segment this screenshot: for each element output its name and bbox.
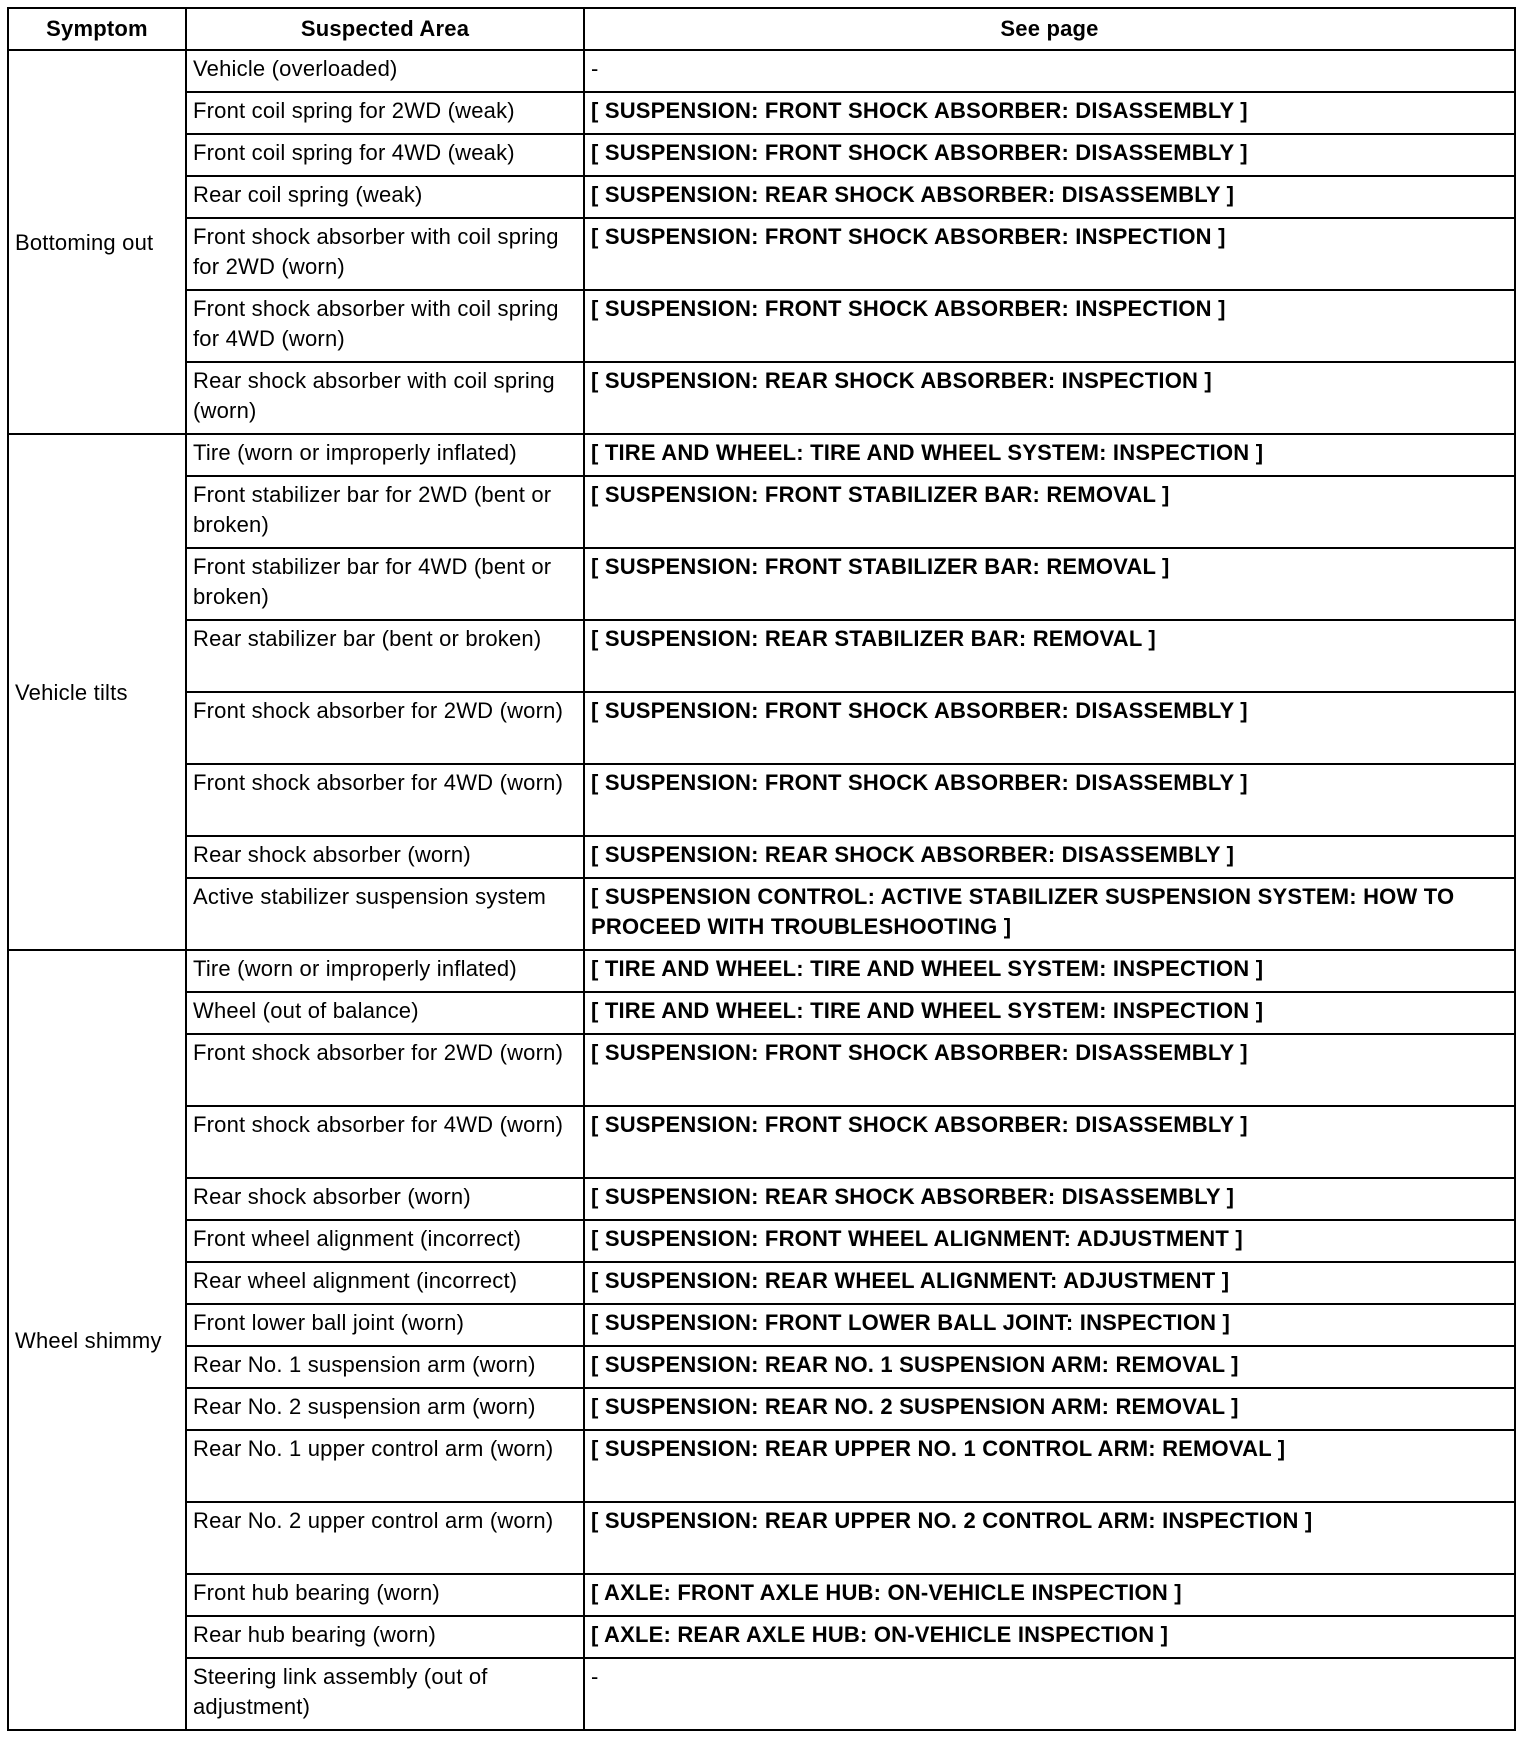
see-page-link[interactable]: [ SUSPENSION: FRONT SHOCK ABSORBER: INSPECTION ] xyxy=(584,290,1515,362)
see-page-link[interactable]: [ SUSPENSION: REAR SHOCK ABSORBER: DISASSEMBLY ] xyxy=(584,836,1515,878)
see-page-link[interactable]: [ SUSPENSION: FRONT STABILIZER BAR: REMOVAL ] xyxy=(584,476,1515,548)
header-symptom: Symptom xyxy=(8,8,186,50)
table-row xyxy=(8,1262,1515,1304)
suspected-area-cell: Front stabilizer bar for 4WD (bent or broken) xyxy=(186,548,584,620)
suspected-area-cell: Rear shock absorber (worn) xyxy=(186,1178,584,1220)
document-page xyxy=(7,7,1514,1731)
see-page-link[interactable]: [ SUSPENSION: REAR NO. 2 SUSPENSION ARM: REMOVAL ] xyxy=(584,1388,1515,1430)
symptom-cell: Vehicle tilts xyxy=(8,434,186,950)
see-page-link[interactable]: [ SUSPENSION: REAR SHOCK ABSORBER: DISASSEMBLY ] xyxy=(584,1178,1515,1220)
suspected-area-cell: Front stabilizer bar for 2WD (bent or broken) xyxy=(186,476,584,548)
see-page-link[interactable]: [ SUSPENSION: FRONT WHEEL ALIGNMENT: ADJUSTMENT ] xyxy=(584,1220,1515,1262)
header-suspected-area: Suspected Area xyxy=(186,8,584,50)
table-row xyxy=(8,1616,1515,1658)
suspected-area-cell: Front coil spring for 4WD (weak) xyxy=(186,134,584,176)
see-page-link[interactable]: [ SUSPENSION: REAR SHOCK ABSORBER: INSPECTION ] xyxy=(584,362,1515,434)
see-page-link[interactable]: [ AXLE: FRONT AXLE HUB: ON-VEHICLE INSPECTION ] xyxy=(584,1574,1515,1616)
symptom-cell: Wheel shimmy xyxy=(8,950,186,1730)
table-row xyxy=(8,692,1515,764)
table-row xyxy=(8,1574,1515,1616)
table-row xyxy=(8,620,1515,692)
see-page-link[interactable]: [ AXLE: REAR AXLE HUB: ON-VEHICLE INSPECTION ] xyxy=(584,1616,1515,1658)
suspected-area-cell: Rear shock absorber with coil spring (worn) xyxy=(186,362,584,434)
suspected-area-cell: Rear No. 2 upper control arm (worn) xyxy=(186,1502,584,1574)
table-row xyxy=(8,1304,1515,1346)
suspected-area-cell: Front lower ball joint (worn) xyxy=(186,1304,584,1346)
table-row xyxy=(8,92,1515,134)
table-row xyxy=(8,1388,1515,1430)
suspected-area-cell: Rear wheel alignment (incorrect) xyxy=(186,1262,584,1304)
see-page-cell: - xyxy=(584,1658,1515,1730)
suspected-area-cell: Front shock absorber with coil spring for 4WD (worn) xyxy=(186,290,584,362)
suspected-area-cell: Rear No. 2 suspension arm (worn) xyxy=(186,1388,584,1430)
see-page-link[interactable]: [ SUSPENSION: FRONT SHOCK ABSORBER: DISASSEMBLY ] xyxy=(584,692,1515,764)
symptom-cell: Bottoming out xyxy=(8,50,186,434)
see-page-link[interactable]: [ SUSPENSION: REAR SHOCK ABSORBER: DISASSEMBLY ] xyxy=(584,176,1515,218)
see-page-link[interactable]: [ TIRE AND WHEEL: TIRE AND WHEEL SYSTEM: INSPECTION ] xyxy=(584,992,1515,1034)
see-page-link[interactable]: [ SUSPENSION: REAR NO. 1 SUSPENSION ARM: REMOVAL ] xyxy=(584,1346,1515,1388)
see-page-link[interactable]: [ SUSPENSION: REAR STABILIZER BAR: REMOVAL ] xyxy=(584,620,1515,692)
see-page-link[interactable]: [ SUSPENSION: REAR UPPER NO. 1 CONTROL ARM: REMOVAL ] xyxy=(584,1430,1515,1502)
table-row xyxy=(8,1430,1515,1502)
table-row xyxy=(8,134,1515,176)
table-row xyxy=(8,992,1515,1034)
suspected-area-cell: Rear coil spring (weak) xyxy=(186,176,584,218)
table-row xyxy=(8,1502,1515,1574)
suspected-area-cell: Front shock absorber for 4WD (worn) xyxy=(186,764,584,836)
see-page-link[interactable]: [ SUSPENSION: FRONT SHOCK ABSORBER: DISASSEMBLY ] xyxy=(584,764,1515,836)
suspected-area-cell: Front shock absorber for 2WD (worn) xyxy=(186,692,584,764)
table-row xyxy=(8,764,1515,836)
suspected-area-cell: Front hub bearing (worn) xyxy=(186,1574,584,1616)
table-row xyxy=(8,548,1515,620)
table-row xyxy=(8,290,1515,362)
table-row xyxy=(8,50,1515,92)
see-page-link[interactable]: [ SUSPENSION: FRONT SHOCK ABSORBER: INSPECTION ] xyxy=(584,218,1515,290)
table-row xyxy=(8,476,1515,548)
table-row xyxy=(8,434,1515,476)
table-row xyxy=(8,1034,1515,1106)
suspected-area-cell: Rear No. 1 upper control arm (worn) xyxy=(186,1430,584,1502)
table-row xyxy=(8,1220,1515,1262)
table-row xyxy=(8,878,1515,950)
suspected-area-cell: Active stabilizer suspension system xyxy=(186,878,584,950)
table-row xyxy=(8,1658,1515,1730)
header-see-page: See page xyxy=(584,8,1515,50)
suspected-area-cell: Tire (worn or improperly inflated) xyxy=(186,434,584,476)
suspected-area-cell: Tire (worn or improperly inflated) xyxy=(186,950,584,992)
see-page-link[interactable]: [ SUSPENSION: FRONT SHOCK ABSORBER: DISASSEMBLY ] xyxy=(584,1106,1515,1178)
see-page-link[interactable]: [ TIRE AND WHEEL: TIRE AND WHEEL SYSTEM: INSPECTION ] xyxy=(584,950,1515,992)
suspected-area-cell: Front shock absorber for 2WD (worn) xyxy=(186,1034,584,1106)
see-page-link[interactable]: [ SUSPENSION: FRONT SHOCK ABSORBER: DISASSEMBLY ] xyxy=(584,92,1515,134)
table-row xyxy=(8,950,1515,992)
suspected-area-cell: Rear shock absorber (worn) xyxy=(186,836,584,878)
suspected-area-cell: Rear No. 1 suspension arm (worn) xyxy=(186,1346,584,1388)
see-page-cell: - xyxy=(584,50,1515,92)
table-row xyxy=(8,1106,1515,1178)
suspected-area-cell: Wheel (out of balance) xyxy=(186,992,584,1034)
table-row xyxy=(8,362,1515,434)
suspected-area-cell: Steering link assembly (out of adjustment) xyxy=(186,1658,584,1730)
see-page-link[interactable]: [ SUSPENSION: FRONT SHOCK ABSORBER: DISASSEMBLY ] xyxy=(584,1034,1515,1106)
see-page-link[interactable]: [ SUSPENSION: FRONT SHOCK ABSORBER: DISASSEMBLY ] xyxy=(584,134,1515,176)
see-page-link[interactable]: [ SUSPENSION: REAR WHEEL ALIGNMENT: ADJUSTMENT ] xyxy=(584,1262,1515,1304)
suspected-area-cell: Front shock absorber with coil spring for 2WD (worn) xyxy=(186,218,584,290)
see-page-link[interactable]: [ SUSPENSION CONTROL: ACTIVE STABILIZER SUSPENSION SYSTEM: HOW TO PROCEED WITH TROUBLESHOOTING ] xyxy=(584,878,1515,950)
see-page-link[interactable]: [ SUSPENSION: REAR UPPER NO. 2 CONTROL ARM: INSPECTION ] xyxy=(584,1502,1515,1574)
suspected-area-cell: Rear stabilizer bar (bent or broken) xyxy=(186,620,584,692)
table-row xyxy=(8,836,1515,878)
suspected-area-cell: Front shock absorber for 4WD (worn) xyxy=(186,1106,584,1178)
suspected-area-cell: Rear hub bearing (worn) xyxy=(186,1616,584,1658)
table-row xyxy=(8,1346,1515,1388)
suspected-area-cell: Vehicle (overloaded) xyxy=(186,50,584,92)
table-header-row xyxy=(8,8,1515,50)
table-row xyxy=(8,218,1515,290)
suspected-area-cell: Front wheel alignment (incorrect) xyxy=(186,1220,584,1262)
table-row xyxy=(8,176,1515,218)
troubleshooting-table xyxy=(7,7,1516,1731)
suspected-area-cell: Front coil spring for 2WD (weak) xyxy=(186,92,584,134)
table-row xyxy=(8,1178,1515,1220)
see-page-link[interactable]: [ SUSPENSION: FRONT STABILIZER BAR: REMOVAL ] xyxy=(584,548,1515,620)
see-page-link[interactable]: [ SUSPENSION: FRONT LOWER BALL JOINT: INSPECTION ] xyxy=(584,1304,1515,1346)
see-page-link[interactable]: [ TIRE AND WHEEL: TIRE AND WHEEL SYSTEM: INSPECTION ] xyxy=(584,434,1515,476)
